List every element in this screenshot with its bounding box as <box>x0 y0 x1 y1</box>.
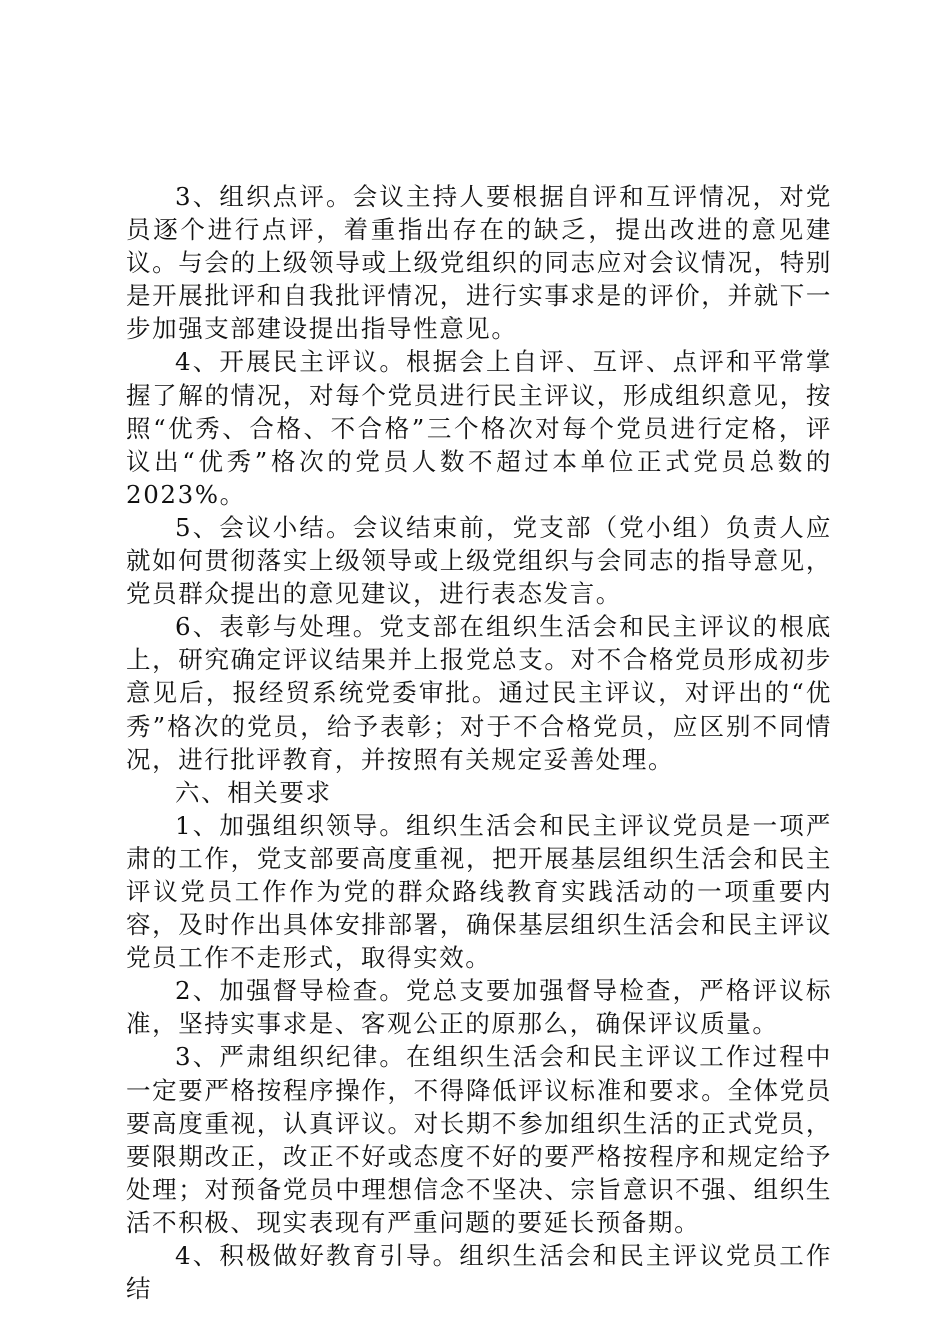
paragraph-organize-review: 3、组织点评。会议主持人要根据自评和互评情况，对党员逐个进行点评，着重指出存在的缺乏，提出改进的意见建议。与会的上级领导或上级党组织的同志应对会议情况，特别是开展批评和自我批评情况，进行实事求是的评价，并就下一步加强支部建设提出指导性意见。 <box>126 182 832 344</box>
paragraph-democratic-evaluation: 4、开展民主评议。根据会上自评、互评、点评和平常掌握了解的情况，对每个党员进行民主评议，形成组织意见，按照“优秀、合格、不合格”三个格次对每个党员进行定格，评议出“优秀”格次的党员人数不超过本单位正式党员总数的2023%。 <box>126 347 832 509</box>
paragraph-strengthen-supervision: 2、加强督导检查。党总支要加强督导检查，严格评议标准，坚持实事求是、客观公正的原那么，确保评议质量。 <box>126 976 832 1039</box>
document-body <box>126 180 832 1305</box>
paragraph-strengthen-leadership: 1、加强组织领导。组织生活会和民主评议党员是一项严肃的工作，党支部要高度重视，把开展基层组织生活会和民主评议党员工作作为党的群众路线教育实践活动的一项重要内容，及时作出具体安排部署，确保基层组织生活会和民主评议党员工作不走形式，取得实效。 <box>126 810 832 973</box>
section-heading-requirements: 六、相关要求 <box>175 777 332 807</box>
paragraph-education-guidance: 4、积极做好教育引导。组织生活会和民主评议党员工作结 <box>126 1241 832 1304</box>
paragraph-meeting-summary: 5、会议小结。会议结束前，党支部（党小组）负责人应就如何贯彻落实上级领导或上级党组织与会同志的指导意见，党员群众提出的意见建议，进行表态发言。 <box>126 512 832 609</box>
paragraph-commendation-handling: 6、表彰与处理。党支部在组织生活会和民主评议的根底上，研究确定评议结果并上报党总支。对不合格党员形成初步意见后，报经贸系统党委审批。通过民主评议，对评出的“优秀”格次的党员，给予表彰；对于不合格党员，应区别不同情况，进行批评教育，并按照有关规定妥善处理。 <box>126 612 832 774</box>
paragraph-strict-discipline: 3、严肃组织纪律。在组织生活会和民主评议工作过程中一定要严格按程序操作，不得降低评议标准和要求。全体党员要高度重视，认真评议。对长期不参加组织生活的正式党员，要限期改正，改正不好或态度不好的要严格按程序和规定给予处理；对预备党员中理想信念不坚决、宗旨意识不强、组织生活不积极、现实表现有严重问题的要延长预备期。 <box>126 1042 832 1237</box>
